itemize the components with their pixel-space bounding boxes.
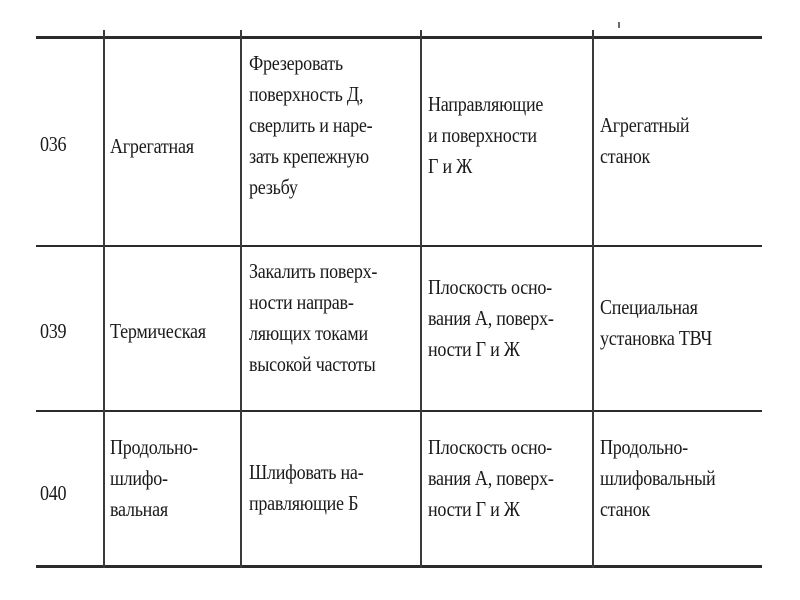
equipment-line: Продольно- [600,435,688,459]
equipment-line: шлифовальный [600,466,716,490]
bases-line: Плоскость осно- [428,275,552,299]
column-divider [420,30,422,568]
column-divider [592,30,594,568]
operation-name-line: вальная [110,497,168,521]
operation-content [249,256,377,380]
bases-line: Направляющие [428,92,544,116]
equipment-line: установка ТВЧ [600,326,713,350]
bases [428,432,554,525]
operation-number [40,129,66,160]
content-line: Фрезеровать [249,51,343,75]
bases-line: Плоскость осно- [428,435,552,459]
content-line: ляющих токами [249,321,368,345]
content-line: ности направ- [249,290,354,314]
content-line: Закалить поверх- [249,259,378,283]
operation-name [110,131,194,162]
operation-name-line: Агрегатная [110,134,194,158]
equipment [600,110,689,172]
top-mark [618,22,620,28]
equipment [600,292,712,354]
equipment-line: Агрегатный [600,113,690,137]
operation-number [40,478,66,509]
table-bottom-rule [36,565,762,568]
bases-line: вания А, поверх- [428,306,554,330]
equipment-line: станок [600,497,651,521]
operation-name-line: Термическая [110,319,206,343]
table-top-rule [36,36,762,39]
operation-number [40,316,66,347]
content-line: резьбу [249,175,298,199]
bases [428,272,554,365]
equipment-line: Специальная [600,295,698,319]
bases-line: ности Г и Ж [428,497,520,521]
operation-name [110,432,198,525]
operation-number-text: 039 [40,319,67,343]
operation-content [249,457,363,519]
operation-name [110,316,206,347]
content-line: поверхность Д, [249,82,364,106]
operation-number-text: 036 [40,132,67,156]
equipment [600,432,715,525]
operation-content [249,48,372,203]
operation-name-line: Продольно- [110,435,198,459]
bases-line: ности Г и Ж [428,337,520,361]
row-divider [36,410,762,412]
bases-line: и поверхности [428,123,537,147]
operation-number-text: 040 [40,481,67,505]
column-divider [103,30,105,568]
bases [428,89,543,182]
content-line: сверлить и наре- [249,113,373,137]
row-divider [36,245,762,247]
equipment-line: станок [600,144,651,168]
column-divider [240,30,242,568]
operation-name-line: шлифо- [110,466,168,490]
content-line: высокой частоты [249,352,376,376]
content-line: зать крепежную [249,144,369,168]
content-line: Шлифовать на- [249,460,364,484]
content-line: правляющие Б [249,491,359,515]
bases-line: вания А, поверх- [428,466,554,490]
bases-line: Г и Ж [428,154,473,178]
